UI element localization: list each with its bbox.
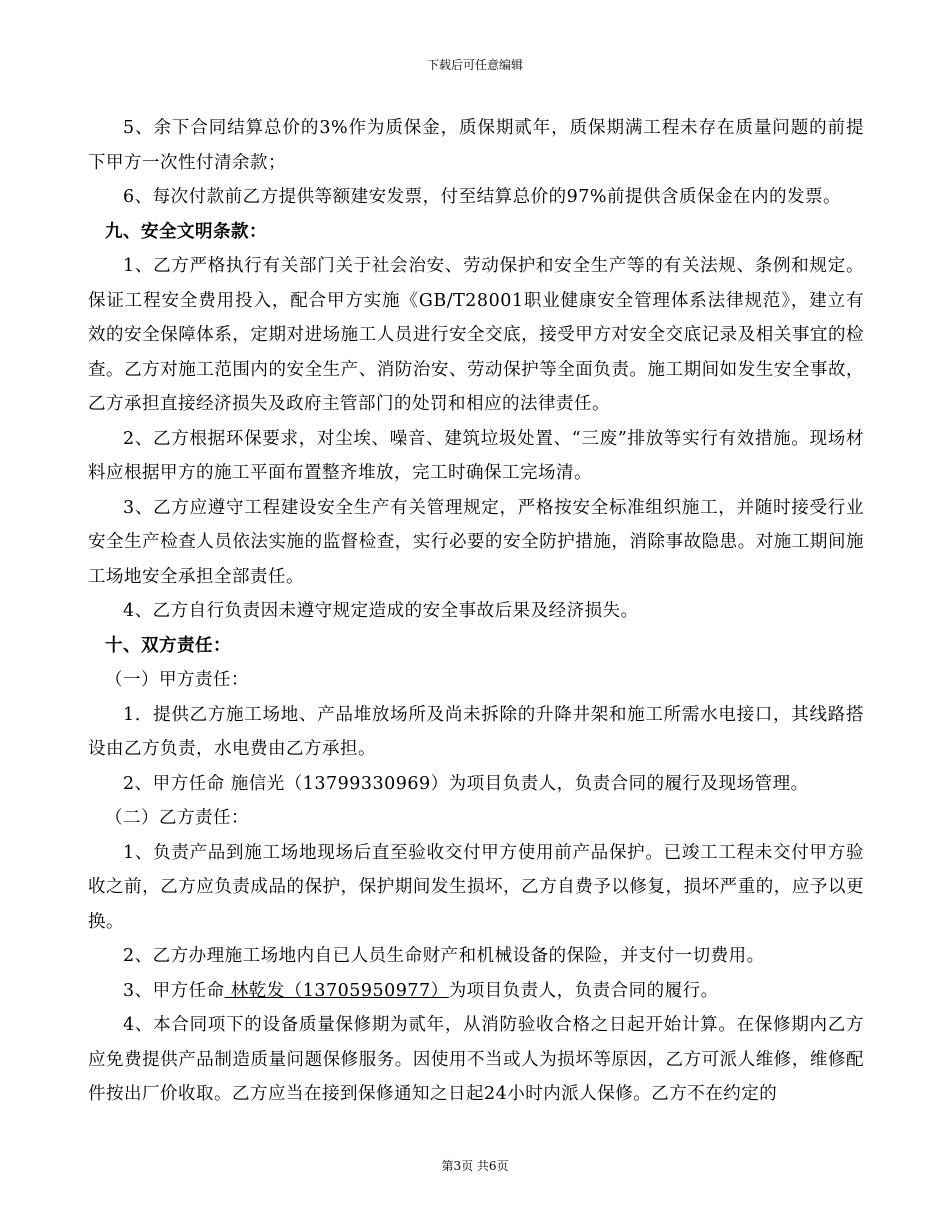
header-note: 下载后可任意编辑 — [426, 58, 523, 72]
party-a-item-2: 2、甲方任命 施信光（13799330969）为项目负责人，负责合同的履行及现场管理。 — [123, 773, 809, 794]
payment-item-6: 6、每次付款前乙方提供等额建安发票，付至结算总价的97%前提供含质保金在内的发票。 — [123, 187, 842, 207]
page-number: 第3页 共6页 — [441, 1159, 509, 1173]
safety-item-4: 4、乙方自行负责因未遵守规定造成的安全事故后果及经济损失。 — [123, 601, 639, 621]
party-b-item-3-prefix: 3、甲方任命 — [123, 980, 225, 1001]
responsibilities-section-title: 十、双方责任： — [105, 635, 231, 656]
party-b-item-2: 2、乙方办理施工场地内自已人员生命财产和机械设备的保险，并支付一切费用。 — [123, 946, 765, 966]
payment-item-5: 5、余下合同结算总价的3%作为质保金，质保期贰年，质保期满工程未存在质量问题的前提下甲方一次性付清余款； — [88, 118, 864, 173]
party-b-item-3-suffix: 为项目负责人，负责合同的履行。 — [448, 980, 719, 1001]
party-b-item-1: 1、负责产品到施工场地现场后直至验收交付甲方使用前产品保护。已竣工工程未交付甲方验收之前，乙方应负责成品的保护，保护期间发生损坏，乙方自费予以修复，损坏严重的，应予以更换。 — [88, 842, 864, 932]
party-a-item-1: 1．提供乙方施工场地、产品堆放场所及尚未拆除的升降井架和施工所需水电接口，其线路搭设由乙方负责，水电费由乙方承担。 — [88, 704, 864, 759]
safety-item-3: 3、乙方应遵守工程建设安全生产有关管理规定，严格按安全标准组织施工，并随时接受行业安全生产检查人员依法实施的监督检查，实行必要的安全防护措施，消除事故隐患。对施工期间施工场地安全承担全部责任。 — [88, 497, 864, 587]
safety-item-1: 1、乙方严格执行有关部门关于社会治安、劳动保护和安全生产等的有关法规、条例和规定。保证工程安全费用投入，配合甲方实施《GB/T28001职业健康安全管理体系法律规范》，建立有效的安全保障体系，定期对进场施工人员进行安全交底，接受甲方对安全交底记录及相关事宜的检查。乙方对施工范围内的安全生产、消防治安、劳动保护等全面负责。施工期间如发生安全事故，乙方承担直接经济损失及政府主管部门的处罚和相应的法律责任。 — [88, 256, 864, 414]
party-b-title: （二）乙方责任： — [105, 808, 249, 828]
party-b-item-3 — [88, 974, 864, 1009]
party-b-item-4: 4、本合同项下的设备质量保修期为贰年，从消防验收合格之日起开始计算。在保修期内乙方应免费提供产品制造质量问题保修服务。因使用不当或人为损坏等原因，乙方可派人维修，维修配件按出厂价收取。乙方应当在接到保修通知之日起24小时内派人保修。乙方不在约定的 — [88, 1015, 864, 1104]
party-a-title: （一）甲方责任： — [105, 670, 249, 690]
safety-item-2: 2、乙方根据环保要求，对尘埃、噪音、建筑垃圾处置、“三废”排放等实行有效措施。现场材料应根据甲方的施工平面布置整齐堆放，完工时确保工完场清。 — [88, 428, 864, 483]
document-body — [88, 111, 864, 1112]
party-b-representative: 林乾发（13705950977） — [224, 980, 449, 1001]
safety-section-title: 九、安全文明条款： — [105, 221, 267, 242]
